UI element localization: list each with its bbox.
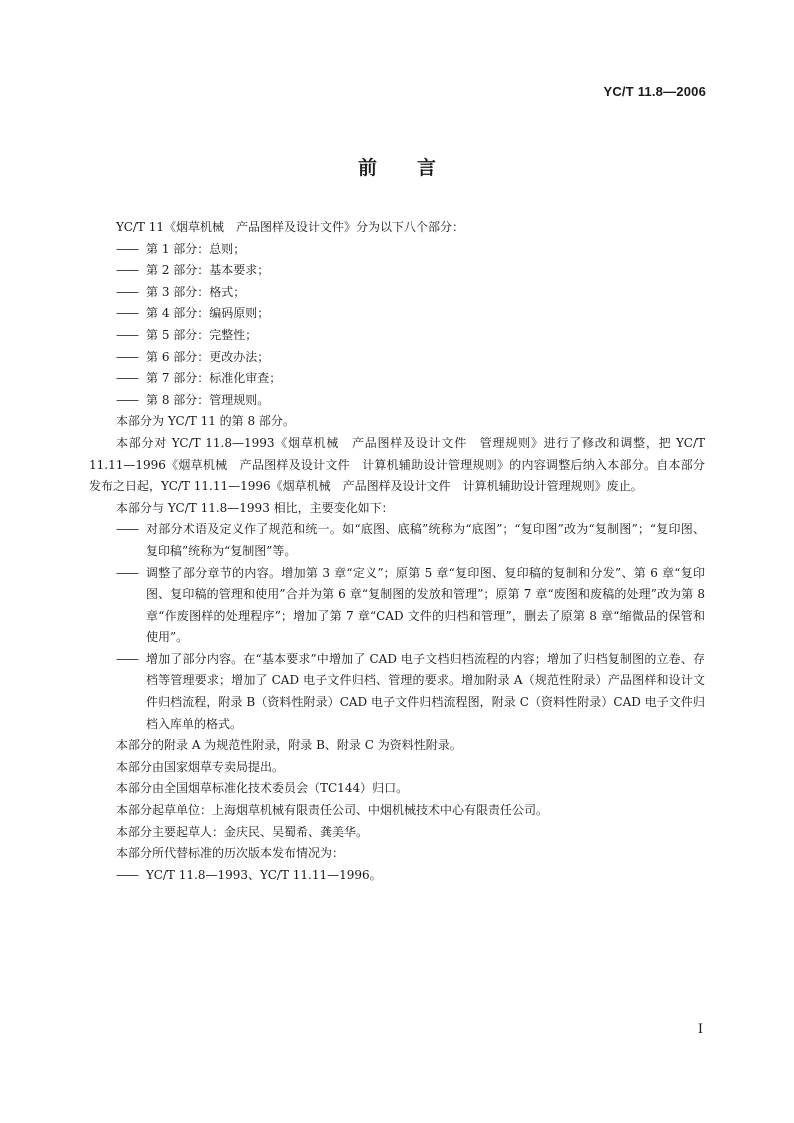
drafters-paragraph: 本部分主要起草人：金庆民、吴蜀希、龚美华。 — [116, 824, 369, 839]
list-item: —— 调整了部分章节的内容。增加第 3 章“定义”；原第 5 章“复印图、复印稿的复制和分发”、第 6 章“复印图、复印稿的管理和使用”合并为第 6 章“复制图的发放和管理”；原第 7 章“废图和废稿的处理”改为第 8 章“作废图样的处理程序”；增加了第 7 章“CAD 文件的归档和管理”，删去了原第 8 章“缩微品的保管和使用”。 — [89, 563, 705, 649]
committee-paragraph: 本部分由全国烟草标准化技术委员会（TC144）归口。 — [116, 781, 409, 796]
dash-mark: —— — [116, 392, 138, 407]
list-item: —— 对部分术语及定义作了规范和统一。如“底图、底稿”统称为“底图”；“复印图”改为“复制图”；“复印图、复印稿”统称为“复制图”等。 — [89, 519, 705, 562]
list-item: —— 第 7 部分：标准化审查； — [89, 368, 705, 390]
dash-mark: —— — [116, 349, 138, 364]
proposer-paragraph: 本部分由国家烟草专卖局提出。 — [116, 759, 285, 774]
history-item: —— YC/T 11.8—1993、YC/T 11.11—1996。 — [89, 865, 705, 887]
list-item: —— 第 5 部分：完整性； — [89, 325, 705, 347]
standard-code: YC/T 11.8—2006 — [603, 84, 706, 99]
list-item: —— 第 8 部分：管理规则。 — [89, 390, 705, 412]
dash-mark: —— — [116, 522, 138, 537]
dash-mark: —— — [116, 241, 138, 256]
parts-list — [89, 239, 705, 412]
revision-paragraph: 本部分对 YC/T 11.8—1993《烟草机械 产品图样及设计文件 管理规则》进行了修改和调整，把 YC/T 11.11—1996《烟草机械 产品图样及设计文件 计算机辅助设计管理规则》的内容调整后纳入本部分。自本部分发布之日起，YC/T 11.11—1996《烟草机械 产品图样及设计文件 计算机辅助设计管理规则》废止。 — [89, 435, 705, 494]
foreword-body — [89, 217, 705, 886]
changes-intro-paragraph: 本部分与 YC/T 11.8—1993 相比，主要变化如下： — [116, 500, 394, 515]
history-intro-paragraph: 本部分所代替标准的历次版本发布情况为： — [116, 846, 345, 861]
annex-paragraph: 本部分的附录 A 为规范性附录，附录 B、附录 C 为资料性附录。 — [116, 738, 462, 753]
list-item: —— 第 2 部分：基本要求； — [89, 260, 705, 282]
dash-mark: —— — [116, 284, 138, 299]
dash-mark: —— — [116, 651, 138, 666]
dash-mark: —— — [116, 565, 138, 580]
drafting-units-paragraph: 本部分起草单位：上海烟草机械有限责任公司、中烟机械技术中心有限责任公司。 — [116, 803, 549, 818]
list-item: —— 第 1 部分：总则； — [89, 239, 705, 261]
dash-mark: —— — [116, 263, 138, 278]
intro-paragraph: YC/T 11《烟草机械 产品图样及设计文件》分为以下八个部分： — [116, 220, 465, 234]
list-item: —— 增加了部分内容。在“基本要求”中增加了 CAD 电子文档归档流程的内容；增加了归档复制图的立卷、存档等管理要求；增加了 CAD 电子文件归档、管理的要求。增加附录 A（规范性附录）产品图样和设计文件归档流程，附录 B（资料性附录）CAD 电子文件归档流程图，附录 C（资料性附录）CAD 电子文件归档入库单的格式。 — [89, 649, 705, 735]
page-title: 前言 — [357, 157, 476, 179]
dash-mark: —— — [116, 867, 138, 882]
dash-mark: —— — [116, 371, 138, 386]
dash-mark: —— — [116, 306, 138, 321]
list-item: —— 第 6 部分：更改办法； — [89, 347, 705, 369]
list-item: —— 第 4 部分：编码原则； — [89, 303, 705, 325]
changes-list — [89, 519, 705, 735]
list-item: —— 第 3 部分：格式； — [89, 282, 705, 304]
part-of-paragraph: 本部分为 YC/T 11 的第 8 部分。 — [116, 414, 295, 429]
dash-mark: —— — [116, 327, 138, 342]
page-number: I — [697, 1022, 703, 1037]
